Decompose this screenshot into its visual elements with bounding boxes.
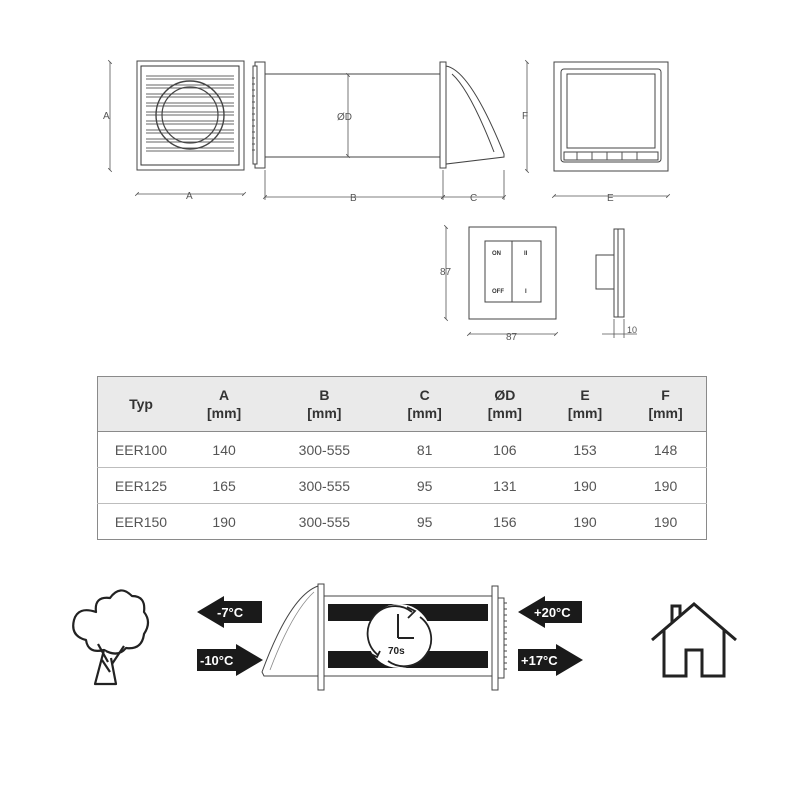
- table-cell-c: 81: [385, 432, 465, 468]
- table-cell-c: 95: [416, 513, 433, 530]
- switch-speed1-label: I: [525, 289, 527, 295]
- house-icon: [652, 604, 736, 676]
- dim-A-left-label: A: [103, 111, 110, 122]
- table-cell-f: 190: [653, 513, 678, 530]
- switch-off-label: OFF: [492, 289, 504, 295]
- table-cell-typ: EER100: [98, 432, 185, 468]
- dim-A-bottom-label: A: [186, 191, 193, 202]
- table-cell-a: 190: [212, 513, 236, 530]
- clock-cycle-icon: [368, 606, 432, 666]
- specification-table: [97, 376, 707, 540]
- column-header-f: F [mm]: [625, 377, 706, 432]
- temp-outdoor-in: -10°C: [200, 653, 234, 668]
- switch-speed2-label: II: [524, 251, 528, 257]
- dim-D-label: ØD: [337, 112, 352, 123]
- cycle-time-label: 70s: [388, 646, 405, 657]
- column-header-a: A [mm]: [184, 377, 264, 432]
- dimension-B-C: [265, 170, 504, 200]
- table-cell-typ: EER125: [98, 468, 185, 504]
- table-row: [98, 504, 707, 540]
- table-cell-f: 190: [625, 468, 706, 504]
- switch-on-label: ON: [492, 251, 501, 257]
- table-row: [98, 432, 707, 468]
- hood-front-view: [554, 62, 668, 171]
- arrow-indoor-in: [518, 596, 582, 628]
- dim-C-label: C: [470, 193, 478, 204]
- temp-indoor-out: +17°C: [521, 653, 558, 668]
- table-cell-d: 106: [465, 432, 545, 468]
- column-header-d: ØD [mm]: [465, 377, 545, 432]
- table-header-row: [98, 377, 707, 432]
- temp-indoor-in: +20°C: [534, 605, 571, 620]
- table-cell-a: 140: [184, 432, 264, 468]
- table-cell-b: 300-555: [264, 432, 384, 468]
- dim-switch-height-label: 87: [440, 267, 452, 278]
- dim-B-label: B: [350, 193, 357, 204]
- column-header-typ: Typ: [98, 377, 185, 432]
- table-cell-c: 95: [385, 468, 465, 504]
- table-cell-d: 156: [493, 513, 517, 530]
- arrow-indoor-out: [518, 644, 583, 676]
- table-cell-e: 153: [545, 432, 625, 468]
- table-cell-b: 300-555: [264, 468, 384, 504]
- tree-icon: [73, 590, 148, 684]
- column-header-c: C [mm]: [385, 377, 465, 432]
- grille-front-view: [137, 61, 244, 170]
- column-header-e: E [mm]: [545, 377, 625, 432]
- table-cell-d: 131: [465, 468, 545, 504]
- table-cell-a: 165: [184, 468, 264, 504]
- valve-side-view: [253, 62, 504, 168]
- table-cell-e: 190: [545, 468, 625, 504]
- wall-switch-front-view: [469, 227, 556, 319]
- arrow-outdoor-in: [197, 644, 263, 676]
- column-header-b: B [mm]: [264, 377, 384, 432]
- wall-switch-side-view: [596, 229, 624, 317]
- table-cell-e: 190: [573, 513, 597, 530]
- dim-switch-depth-label: 10: [627, 325, 638, 335]
- table-cell-b: 300-555: [298, 513, 351, 530]
- arrow-outdoor-out: [197, 596, 262, 628]
- temp-outdoor-out: -7°C: [217, 605, 244, 620]
- dim-F-label: F: [522, 111, 529, 122]
- dim-E-label: E: [607, 193, 614, 204]
- dim-switch-width-label: 87: [506, 332, 518, 343]
- table-cell-typ: EER150: [114, 513, 168, 530]
- table-cell-f: 148: [625, 432, 706, 468]
- table-row: [98, 468, 707, 504]
